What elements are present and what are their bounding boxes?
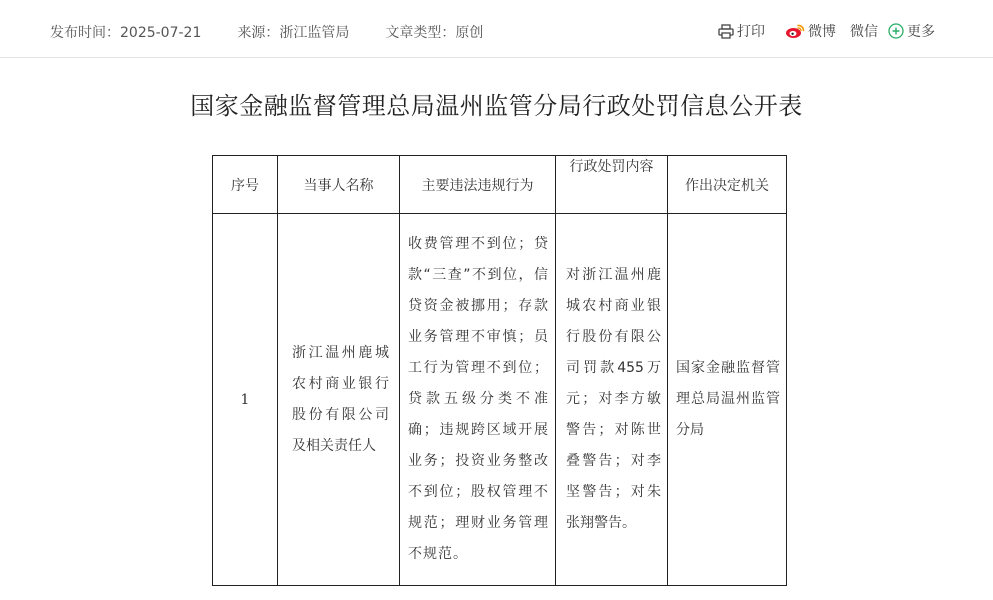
more-label: 更多 [907, 24, 935, 40]
print-button[interactable] [718, 21, 765, 41]
penalty-info-table [212, 155, 787, 586]
wechat-share-button[interactable] [850, 21, 878, 41]
violations-text: 收费管理不到位；贷款“三查”不到位，信贷资金被挪用；存款业务管理不审慎；员工行为管理不到位；贷款五级分类不准确；违规跨区域开展业务；投资业务整改不到位；股权管理不规范；理财业务管理不规范。 [408, 236, 549, 562]
party-name-text: 浙江温州鹿城农村商业银行股份有限公司及相关责任人 [292, 344, 389, 454]
article-type: 文章类型：原创 [385, 25, 484, 41]
cell-violations [400, 214, 556, 586]
header-authority: 作出决定机关 [668, 156, 787, 214]
printer-icon [718, 24, 734, 39]
cell-index: 1 [213, 214, 278, 586]
penalty-text: 对浙江温州鹿城农村商业银行股份有限公司罚款455万元；对李方敏警告；对陈世叠警告；对李坚警告；对朱张翔警告。 [566, 267, 661, 531]
weibo-label: 微博 [808, 24, 836, 40]
weibo-share-button[interactable] [785, 21, 836, 41]
print-label: 打印 [737, 24, 765, 40]
header-index: 序号 [213, 156, 278, 214]
table-header-row [213, 156, 787, 214]
header-violations: 主要违法违规行为 [400, 156, 556, 214]
table-row [213, 214, 787, 586]
weibo-icon [785, 23, 805, 39]
authority-text: 国家金融监督管理总局温州监管分局 [676, 360, 780, 438]
more-share-button[interactable] [888, 21, 935, 41]
header-party-name: 当事人名称 [278, 156, 400, 214]
wechat-label: 微信 [850, 24, 878, 40]
publish-time: 发布时间：2025-07-21 [50, 25, 202, 41]
article-source: 来源：浙江监管局 [237, 25, 350, 41]
header-penalty: 行政处罚内容 [556, 156, 668, 214]
article-meta-bar [0, 0, 993, 58]
share-toolbar [704, 21, 935, 41]
cell-party-name [278, 214, 400, 586]
article-meta [50, 22, 519, 42]
cell-authority [668, 214, 787, 586]
page-title: 国家金融监督管理总局温州监管分局行政处罚信息公开表 [190, 92, 803, 120]
plus-circle-icon [888, 23, 904, 39]
cell-penalty [556, 214, 668, 586]
